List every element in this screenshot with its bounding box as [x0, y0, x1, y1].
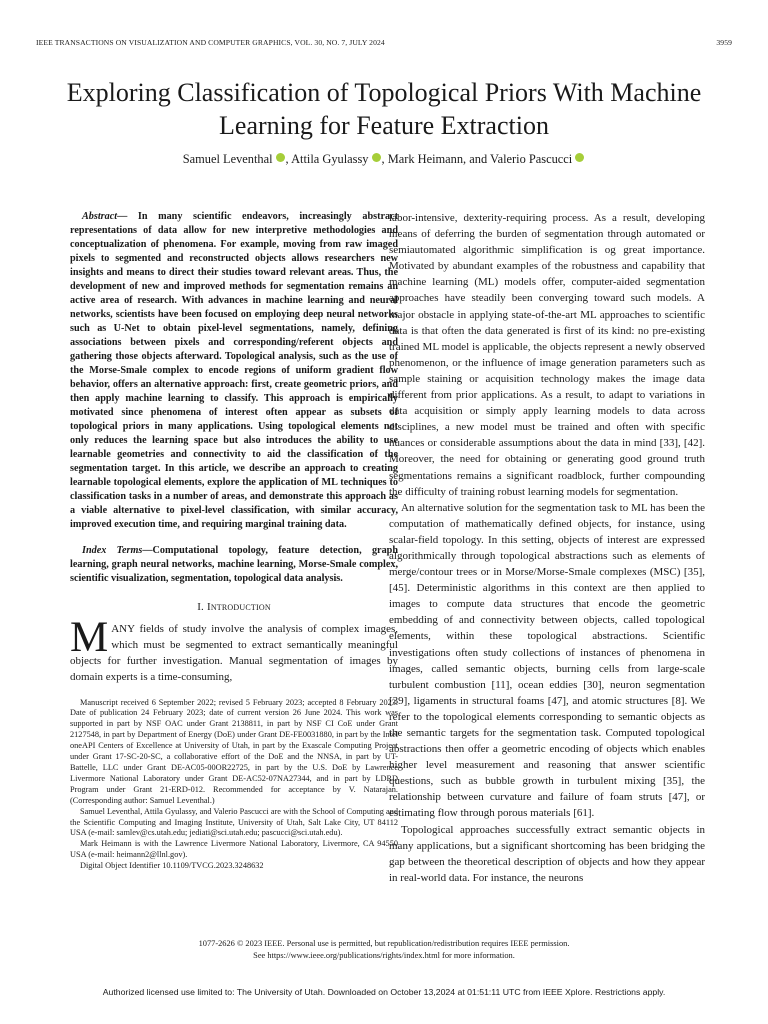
- orcid-icon[interactable]: [276, 153, 285, 162]
- left-column: [70, 210, 398, 872]
- body-paragraph: Topological approaches successfully extract semantic objects in many applications, but a significant shortcoming has been bridging the gap between the theoretical description of objects and how they appear in real-world data. For instance, the neurons: [389, 823, 705, 884]
- intro-text: fields of study involve the analysis of complex images, which must be segmented to extract semantically meaningful objects for further investigation. Manual segmentation of images by domain experts is a time-consuming,: [70, 623, 398, 684]
- section-heading: [70, 600, 398, 615]
- index-terms-text: —Computational topology, feature detection, graph learning, graph neural networks, machine learning, Morse-Smale complex, scientific visualization, segmentation, topological data analysis.: [70, 545, 398, 584]
- copyright-line: 1077-2626 © 2023 IEEE. Personal use is permitted, but republication/redistribution requires IEEE permission.: [198, 939, 570, 948]
- journal-name: IEEE TRANSACTIONS ON VISUALIZATION AND COMPUTER GRAPHICS, VOL. 30, NO. 7, JULY 2024: [36, 38, 385, 47]
- footnote-doi: Digital Object Identifier 10.1109/TVCG.2023.3248632: [80, 861, 264, 871]
- section-title: Introduction: [206, 601, 271, 613]
- dropcap: M: [70, 614, 109, 662]
- orcid-icon[interactable]: [575, 153, 584, 162]
- body-paragraph: labor-intensive, dexterity-requiring process. As a result, developing means of deferring the burden of segmentation through automated or semiautomated algorithmic simplification is og great importance. Motivated by abundant examples of the robustness and capability that machine learning (ML) models offer, computer-aided segmentation approaches have steadily been converging toward such models. A major obstacle in applying state-of-the-art ML approaches to scientific data is that often the data generated is first of its kind: no pre-existing trained ML model is applicable, the objects represent a newly observed phenomenon, or the influence of image generation parameters such as sample staining or acquisition technology makes the image data different from prior applications. As a result, to adapt to variations in data acquisition or simply apply learning models to data across disciplines, a new model must be trained and often with specific nuances or considerable assumptions about the data in mind [33], [42]. Moreover, the need for obtaining or generating good ground truth segmentations remains a significant roadblock, further compounding the difficulty of training robust learning models for segmentation.: [389, 212, 705, 498]
- footnotes: [70, 698, 398, 873]
- running-header: [36, 38, 732, 52]
- author-name: Attila Gyulassy: [291, 152, 369, 166]
- page-number: 3959: [716, 38, 732, 47]
- rights-link[interactable]: See https://www.ieee.org/publications/rights/index.html for more information.: [253, 951, 515, 960]
- abstract: [70, 210, 398, 532]
- authorized-use-notice: Authorized licensed use limited to: The University of Utah. Downloaded on October 13,2024 at 01:51:11 UTC from IEEE Xplore. Restrictions apply.: [102, 987, 666, 997]
- author-name: Samuel Leventhal: [182, 152, 273, 166]
- footnote-affiliation: Samuel Leventhal, Attila Gyulassy, and Valerio Pascucci are with the School of Computing and the Scientific Computing and Imaging Institute, University of Utah, Salt Lake City, UT 84112 USA (e-mail: samlev@cs.utah.edu; jediati@sci.utah.edu; pascucci@sci.utah.edu).: [70, 806, 398, 838]
- copyright-notice: [36, 938, 732, 962]
- abstract-text: — In many scientific endeavors, increasingly abstract representations of data allow for new interpretive methodologies and conceptualization of phenomena. For example, moving from raw imaged pixels to segmented and reconstructed objects allows researchers new insights and means to direct their studies toward relevant areas. Thus, the development of new and improved methods for segmentation remains an active area of research. With advances in machine learning and neural networks, scientists have been focused on employing deep neural networks such as U-Net to obtain pixel-level segmentations, namely, defining associations between pixels and corresponding/referent objects and gathering those objects afterward. Topological analysis, such as the use of the Morse-Smale complex to encode regions of uniform gradient flow behavior, offers an alternative approach: first, create geometric priors, and then apply machine learning to classify. This approach is empirically motivated since phenomena of interest often appear as subsets of topological priors in many applications. Using topological elements not only reduces the learning space but also introduces the ability to use learnable geometries and connectivity to aid the classification of the segmentation target. In this article, we describe an approach to creating learnable topological elements, explore the application of ML techniques to classification tasks in a number of areas, and demonstrate this approach as a viable alternative to pixel-level classification, with similar accuracy, improved execution time, and requiring marginal training data.: [70, 211, 398, 530]
- right-column: [389, 210, 705, 886]
- footnote-manuscript: Manuscript received 6 September 2022; revised 5 February 2023; accepted 8 February 2023. Date of publication 24 February 2023; date of current version 26 June 2024. This work was supported in part by NSF OAC under Grant 2138811, in part by NSF CI CoE under Grant 2127548, in part by Department of Energy (DoE) under Grant DE-FE0031880, in part by the Intel oneAPI Centers of Excellence at University of Utah, in part by the Exascale Computing Project under Grant 17-SC-20-SC, a collaborative effort of the DoE and the NNSA, in part by UT-Battelle, LLC under Grant DE-AC05-00OR22725, in part by the U.S. DoE by Lawrence Livermore National Laboratory under Grant DE-AC52-07NA27344, and in part by LDRD Program under Grant 21-ERD-012. Recommended for acceptance by V. Natarajan. (Corresponding author: Samuel Leventhal.): [70, 697, 398, 805]
- paper-title: Exploring Classification of Topological Priors With Machine Learning for Feature Extraction: [66, 78, 702, 140]
- index-terms: [70, 544, 398, 586]
- intro-first-word: ANY: [111, 623, 135, 636]
- body-paragraph: An alternative solution for the segmentation task to ML has been the computation of mathematically defined objects, for instance, using scalar-field topology. In this setting, objects of interest are expressed algorithmically through topological abstractions such as elements of merge/contour trees or in Morse/Morse-Smale complexes (MSC) [35], [45]. Deterministic algorithms in this context are then applied to images to compute data structures that encode the geometric embedding of and connectivity between objects, called topological elements, within these topological abstractions. Scientific investigations often study collections of instances of phenomena in images, called semantic objects, burning cells from large-scale turbulent combustion [11], ocean eddies [30], neuron segmentation [39], ligaments in structural foams [47], and atomic structures [8]. We refer to the topological elements corresponding to semantic objects as the semantic targets for the segmentation task. Computed topological abstractions then offer a geometric encoding of objects which enables higher level measurement and reasoning that answer scientific questions, such as bubble growth in turbulent mixing [35], the relationship between curvature and failure of foam struts [47], or estimating flow through porous materials [61].: [389, 501, 705, 820]
- section-number: I.: [197, 601, 205, 613]
- orcid-icon[interactable]: [372, 153, 381, 162]
- footnote-affiliation-llnl: Mark Heimann is with the Lawrence Livermore National Laboratory, Livermore, CA 94550 USA (e-mail: heimann2@llnl.gov).: [70, 839, 398, 860]
- index-terms-label: Index Terms: [82, 545, 143, 556]
- author-list: Samuel Leventhal , Attila Gyulassy , Mark Heimann, and Valerio Pascucci: [36, 152, 732, 167]
- abstract-label: Abstract: [82, 211, 118, 222]
- intro-paragraph: [70, 614, 398, 685]
- author-name: Mark Heimann, and Valerio Pascucci: [387, 152, 573, 166]
